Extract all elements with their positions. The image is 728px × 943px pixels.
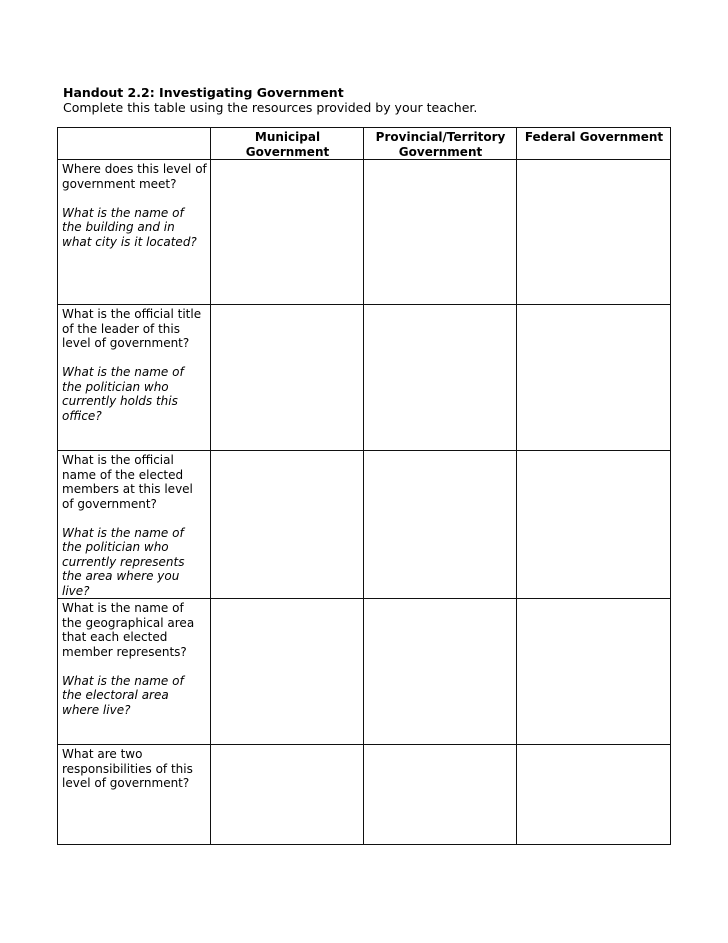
answer-cell-federal[interactable]: [517, 160, 671, 305]
answer-cell-provincial[interactable]: [364, 451, 517, 599]
answer-cell-provincial[interactable]: [364, 599, 517, 745]
header-cell-federal: Federal Government: [517, 128, 671, 160]
question-text: What is the official title of the leader of this level of government?: [62, 307, 202, 350]
answer-cell-municipal[interactable]: [211, 160, 364, 305]
followup-text: What is the name of the building and in what city is it located?: [62, 205, 197, 249]
handout-instructions: Complete this table using the resources provided by your teacher.: [63, 100, 478, 115]
answer-cell-municipal[interactable]: [211, 451, 364, 599]
question-cell: [58, 745, 211, 845]
question-text: What is the official name of the elected members at this level of government?: [62, 453, 193, 511]
table-header-row: [58, 128, 671, 160]
table-row: [58, 305, 671, 451]
government-table: [57, 127, 671, 845]
question-cell: [58, 451, 211, 599]
followup-text: What is the name of the politician who currently represents the area where you live?: [62, 525, 185, 598]
header-cell-question: [58, 128, 211, 160]
question-cell: [58, 305, 211, 451]
followup-text: What is the name of the politician who currently holds this office?: [62, 365, 184, 423]
question-text: What are two responsibilities of this level of government?: [62, 747, 193, 790]
answer-cell-municipal[interactable]: [211, 305, 364, 451]
answer-cell-federal[interactable]: [517, 599, 671, 745]
followup-text: What is the name of the electoral area where live?: [62, 673, 184, 717]
answer-cell-provincial[interactable]: [364, 745, 517, 845]
answer-cell-provincial[interactable]: [364, 160, 517, 305]
answer-cell-federal[interactable]: [517, 305, 671, 451]
question-cell: [58, 599, 211, 745]
table-row: [58, 160, 671, 305]
answer-cell-federal[interactable]: [517, 451, 671, 599]
answer-cell-federal[interactable]: [517, 745, 671, 845]
header-cell-provincial: Provincial/Territory Government: [364, 128, 517, 160]
table-row: [58, 451, 671, 599]
question-text: What is the name of the geographical area that each elected member represents?: [62, 601, 195, 659]
header-cell-municipal: Municipal Government: [211, 128, 364, 160]
question-cell: [58, 160, 211, 305]
handout-title: Handout 2.2: Investigating Government: [63, 85, 344, 100]
question-text: Where does this level of government meet?: [62, 162, 207, 191]
table-row: [58, 599, 671, 745]
answer-cell-municipal[interactable]: [211, 745, 364, 845]
table-row: [58, 745, 671, 845]
answer-cell-provincial[interactable]: [364, 305, 517, 451]
answer-cell-municipal[interactable]: [211, 599, 364, 745]
handout-heading: [63, 85, 477, 115]
